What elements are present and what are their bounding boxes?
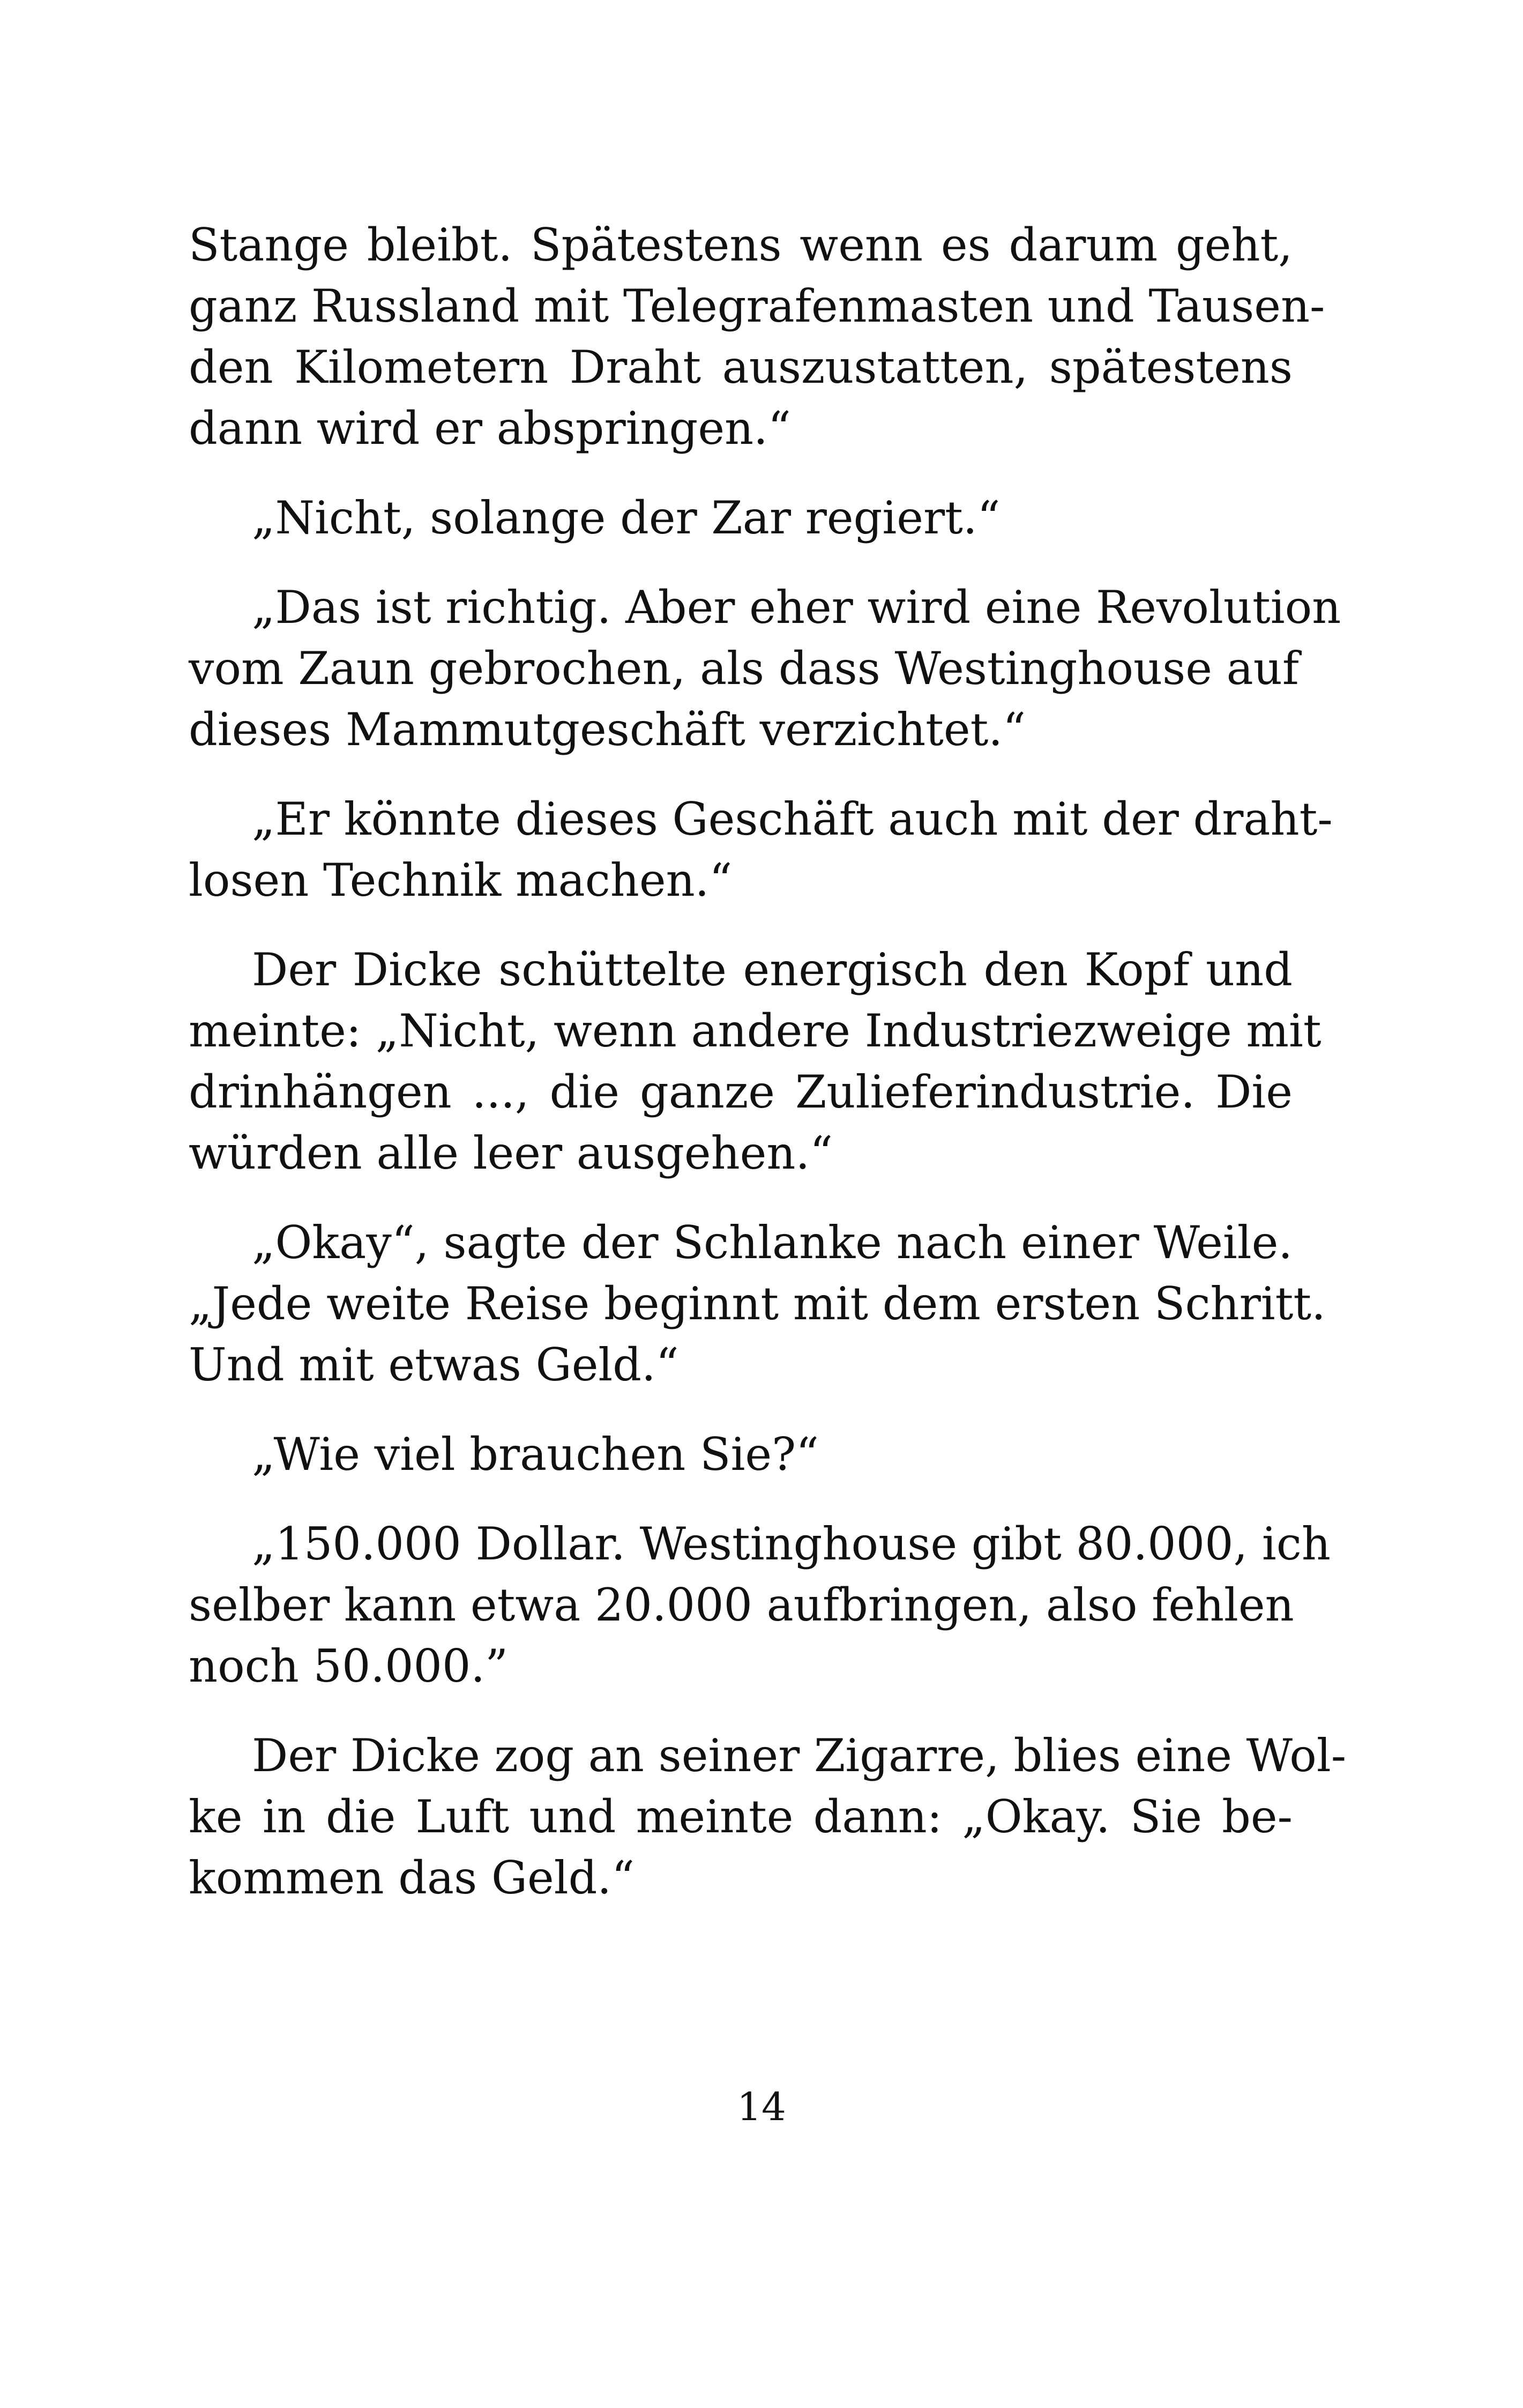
- text-line: kommen das Geld.“: [189, 1852, 635, 1904]
- text-line: „Jede weite Reise beginnt mit dem ersten Schritt.: [189, 1277, 1326, 1330]
- text-line: Und mit etwas Geld.“: [189, 1339, 679, 1391]
- text-line: Der Dicke zog an seiner Zigarre, blies eine Wol-: [252, 1729, 1347, 1782]
- text-line: den Kilometern Draht auszustatten, spätestens: [189, 341, 1293, 393]
- paragraph: [189, 939, 1322, 1184]
- paragraph: [189, 1725, 1347, 1908]
- text-line: „Er könnte dieses Geschäft auch mit der draht-: [252, 793, 1333, 845]
- text-line: „Okay“, sagte der Schlanke nach einer Weile.: [252, 1216, 1293, 1269]
- paragraph: [189, 1513, 1331, 1697]
- paragraph: [189, 1424, 1293, 1485]
- paragraph: [189, 1212, 1326, 1395]
- text-line: ke in die Luft und meinte dann: „Okay. Sie be-: [189, 1790, 1293, 1843]
- text-line: „Wie viel brauchen Sie?“: [252, 1428, 819, 1481]
- body-text: [189, 214, 1347, 1937]
- text-line: „150.000 Dollar. Westinghouse gibt 80.000, ich: [252, 1518, 1331, 1570]
- text-line: würden alle leer ausgehen.“: [189, 1127, 833, 1179]
- text-line: losen Technik machen.“: [189, 854, 733, 906]
- text-line: dieses Mammutgeschäft verzichtet.“: [189, 703, 1026, 756]
- text-line: selber kann etwa 20.000 aufbringen, also fehlen: [189, 1579, 1294, 1631]
- text-line: dann wird er abspringen.“: [189, 402, 791, 455]
- text-line: „Das ist richtig. Aber eher wird eine Revolution: [252, 581, 1341, 634]
- text-line: drinhängen ..., die ganze Zulieferindustrie. Die: [189, 1066, 1293, 1118]
- text-line: vom Zaun gebrochen, als dass Westinghouse auf: [189, 642, 1299, 695]
- paragraph: [189, 577, 1341, 760]
- paragraph: [189, 487, 1293, 548]
- text-line: meinte: „Nicht, wenn andere Industriezweige mit: [189, 1005, 1322, 1057]
- text-line: ganz Russland mit Telegrafenmasten und Tausen-: [189, 280, 1325, 332]
- page-number: 14: [737, 2084, 786, 2129]
- text-line: Der Dicke schüttelte energisch den Kopf und: [252, 943, 1293, 996]
- paragraph: [189, 214, 1325, 459]
- text-line: „Nicht, solange der Zar regiert.“: [252, 492, 1001, 544]
- text-line: Stange bleibt. Spätestens wenn es darum geht,: [189, 219, 1293, 271]
- paragraph: [189, 789, 1333, 911]
- text-line: noch 50.000.”: [189, 1640, 509, 1692]
